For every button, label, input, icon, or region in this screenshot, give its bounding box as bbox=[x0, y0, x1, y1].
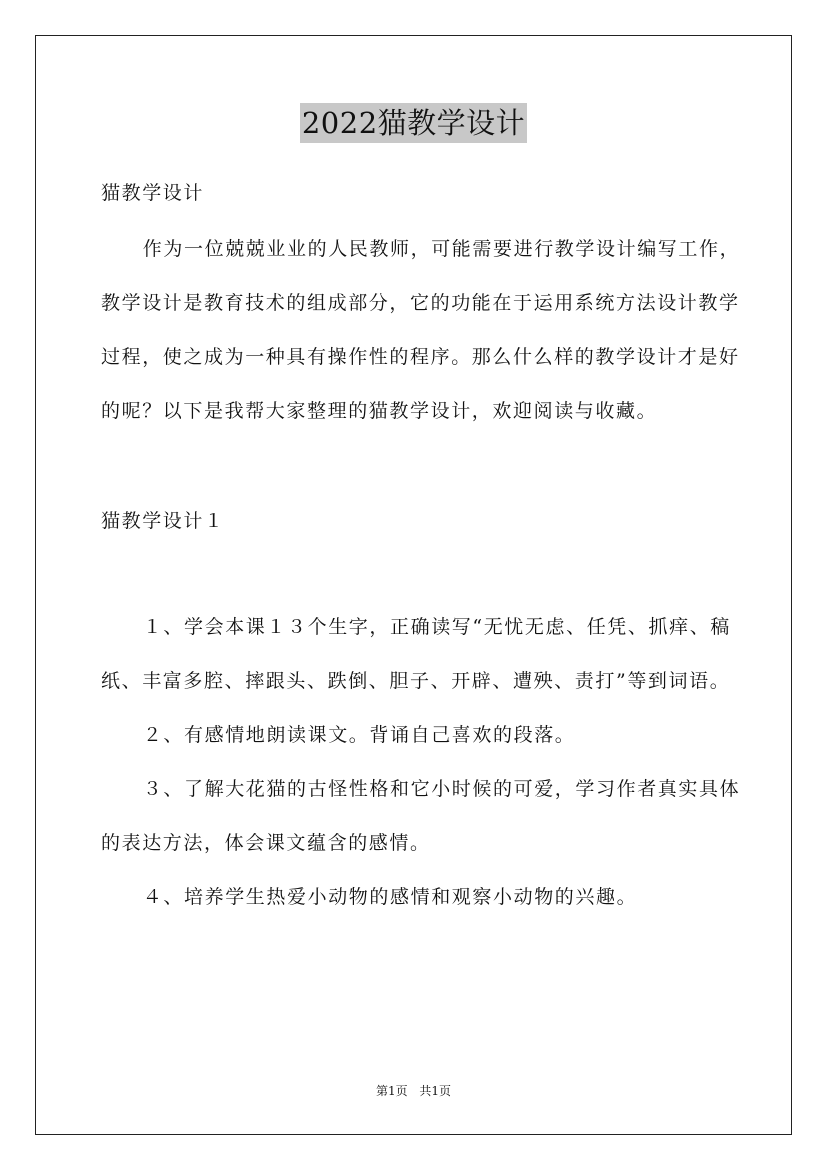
list-item: ３、了解大花猫的古怪性格和它小时候的可爱，学习作者真实具体的表达方法，体会课文蕴含的感情。 bbox=[101, 778, 741, 854]
objectives-list bbox=[101, 600, 741, 924]
page-total: 共1页 bbox=[419, 1084, 452, 1098]
title-container bbox=[0, 103, 827, 143]
intro-paragraph: 作为一位兢兢业业的人民教师，可能需要进行教学设计编写工作，教学设计是教育技术的组成部分，它的功能在于运用系统方法设计教学过程，使之成为一种具有操作性的程序。那么什么样的教学设计才是好的呢？以下是我帮大家整理的猫教学设计，欢迎阅读与收藏。 bbox=[101, 238, 741, 422]
intro-section bbox=[101, 222, 741, 438]
document-subtitle: 猫教学设计 bbox=[101, 182, 205, 204]
page-number: 第1页 bbox=[375, 1084, 408, 1098]
page-footer bbox=[0, 1083, 827, 1099]
section-heading: 猫教学设计１ bbox=[101, 510, 225, 532]
list-item: ２、有感情地朗读课文。背诵自己喜欢的段落。 bbox=[142, 724, 576, 746]
document-title: 2022猫教学设计 bbox=[300, 103, 527, 143]
list-item: １、学会本课１３个生字，正确读写“无忧无虑、任凭、抓痒、稿纸、丰富多腔、摔跟头、跌倒、胆子、开辟、遭殃、责打”等到词语。 bbox=[101, 616, 731, 692]
list-item: ４、培养学生热爱小动物的感情和观察小动物的兴趣。 bbox=[142, 886, 638, 908]
